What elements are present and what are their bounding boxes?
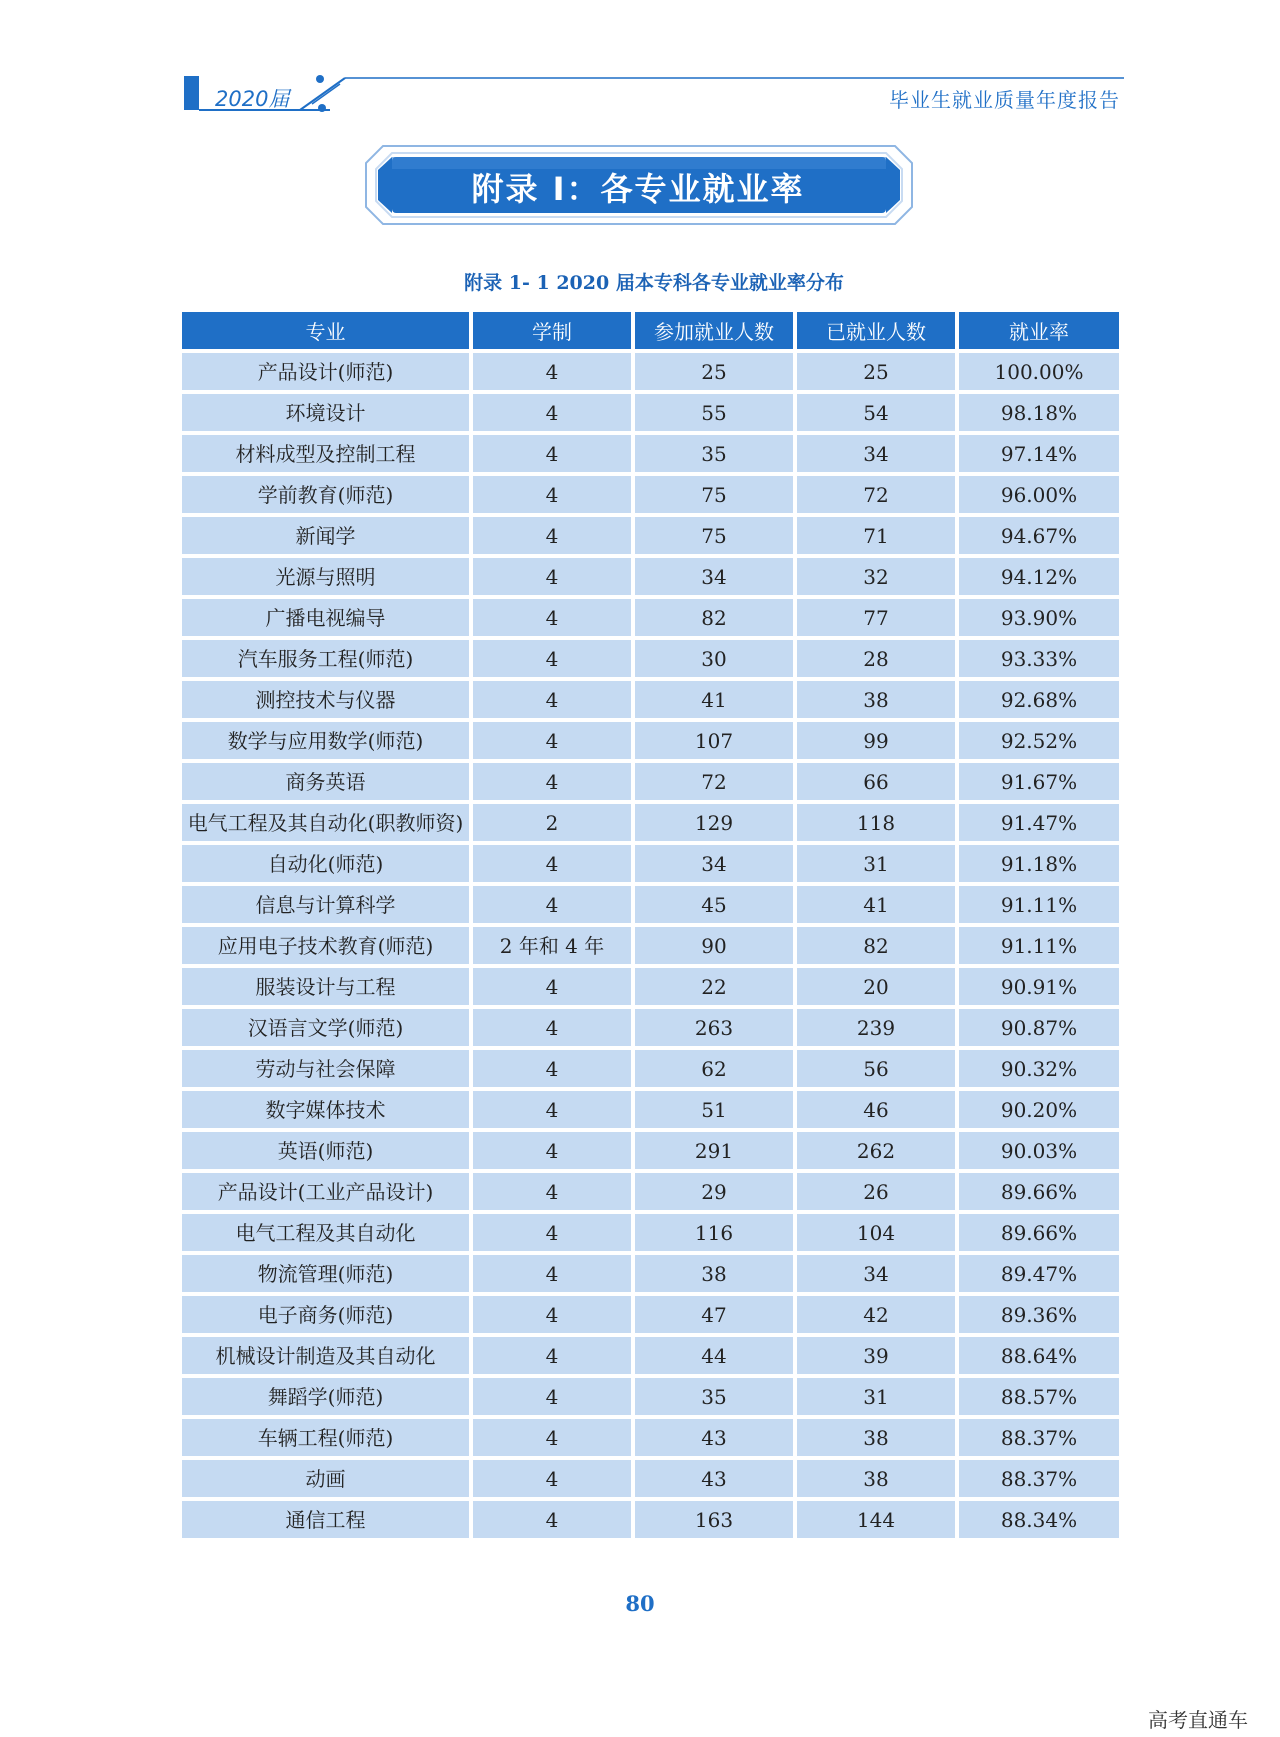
cell-rate: 90.87% [959, 1009, 1119, 1046]
cell-major: 数学与应用数学(师范) [182, 722, 469, 759]
cell-employed: 82 [797, 927, 955, 964]
cell-major: 汽车服务工程(师范) [182, 640, 469, 677]
cell-duration: 4 [473, 517, 631, 554]
table-row [182, 927, 1119, 964]
cell-employed: 38 [797, 1419, 955, 1456]
cell-employed: 72 [797, 476, 955, 513]
cell-major: 自动化(师范) [182, 845, 469, 882]
cell-participants: 43 [635, 1419, 793, 1456]
cell-duration: 4 [473, 763, 631, 800]
cell-major: 产品设计(师范) [182, 353, 469, 390]
cell-duration: 4 [473, 1132, 631, 1169]
header-employed: 已就业人数 [797, 312, 955, 349]
page-number: 80 [625, 1591, 655, 1616]
table-row [182, 1255, 1119, 1292]
cell-participants: 75 [635, 476, 793, 513]
table-row [182, 1009, 1119, 1046]
employment-rate-table [178, 308, 1123, 1542]
cell-duration: 4 [473, 476, 631, 513]
cell-employed: 25 [797, 353, 955, 390]
cell-duration: 4 [473, 1173, 631, 1210]
cell-rate: 93.33% [959, 640, 1119, 677]
table-caption: 附录 1- 1 2020 届本专科各专业就业率分布 [464, 272, 844, 294]
cell-duration: 4 [473, 1296, 631, 1333]
cell-rate: 94.12% [959, 558, 1119, 595]
cell-participants: 45 [635, 886, 793, 923]
cell-participants: 30 [635, 640, 793, 677]
cell-duration: 4 [473, 681, 631, 718]
cell-rate: 90.20% [959, 1091, 1119, 1128]
header-participants: 参加就业人数 [635, 312, 793, 349]
cell-major: 光源与照明 [182, 558, 469, 595]
cell-employed: 39 [797, 1337, 955, 1374]
table-row [182, 845, 1119, 882]
cell-employed: 71 [797, 517, 955, 554]
watermark-text: 高考直通车 [1148, 1708, 1248, 1732]
cell-major: 产品设计(工业产品设计) [182, 1173, 469, 1210]
cell-participants: 38 [635, 1255, 793, 1292]
cell-employed: 54 [797, 394, 955, 431]
cell-major: 商务英语 [182, 763, 469, 800]
header-year-label: 2020届 [215, 87, 290, 111]
cell-employed: 144 [797, 1501, 955, 1538]
cell-employed: 41 [797, 886, 955, 923]
cell-duration: 4 [473, 1460, 631, 1497]
cell-participants: 22 [635, 968, 793, 1005]
cell-duration: 4 [473, 640, 631, 677]
table-row [182, 1501, 1119, 1538]
cell-employed: 46 [797, 1091, 955, 1128]
cell-participants: 35 [635, 1378, 793, 1415]
cell-rate: 89.66% [959, 1214, 1119, 1251]
cell-duration: 4 [473, 722, 631, 759]
table-row [182, 1419, 1119, 1456]
cell-employed: 262 [797, 1132, 955, 1169]
cell-participants: 129 [635, 804, 793, 841]
table-row [182, 599, 1119, 636]
cell-employed: 42 [797, 1296, 955, 1333]
table-row [182, 558, 1119, 595]
cell-rate: 91.11% [959, 886, 1119, 923]
cell-participants: 107 [635, 722, 793, 759]
cell-rate: 89.36% [959, 1296, 1119, 1333]
cell-rate: 91.47% [959, 804, 1119, 841]
cell-duration: 4 [473, 1050, 631, 1087]
cell-major: 服装设计与工程 [182, 968, 469, 1005]
cell-participants: 263 [635, 1009, 793, 1046]
cell-participants: 34 [635, 558, 793, 595]
table-row [182, 353, 1119, 390]
cell-employed: 118 [797, 804, 955, 841]
cell-rate: 94.67% [959, 517, 1119, 554]
table-row [182, 804, 1119, 841]
cell-participants: 75 [635, 517, 793, 554]
table-row [182, 1460, 1119, 1497]
cell-employed: 38 [797, 1460, 955, 1497]
table-row [182, 1132, 1119, 1169]
cell-employed: 26 [797, 1173, 955, 1210]
cell-participants: 82 [635, 599, 793, 636]
cell-major: 机械设计制造及其自动化 [182, 1337, 469, 1374]
table-row [182, 435, 1119, 472]
cell-employed: 28 [797, 640, 955, 677]
cell-rate: 90.03% [959, 1132, 1119, 1169]
header-rate: 就业率 [959, 312, 1119, 349]
cell-major: 测控技术与仪器 [182, 681, 469, 718]
cell-employed: 34 [797, 435, 955, 472]
cell-major: 舞蹈学(师范) [182, 1378, 469, 1415]
cell-rate: 92.68% [959, 681, 1119, 718]
cell-participants: 51 [635, 1091, 793, 1128]
cell-rate: 97.14% [959, 435, 1119, 472]
cell-duration: 4 [473, 599, 631, 636]
cell-major: 动画 [182, 1460, 469, 1497]
cell-rate: 88.34% [959, 1501, 1119, 1538]
cell-rate: 88.37% [959, 1460, 1119, 1497]
cell-rate: 98.18% [959, 394, 1119, 431]
cell-participants: 116 [635, 1214, 793, 1251]
cell-employed: 239 [797, 1009, 955, 1046]
cell-major: 汉语言文学(师范) [182, 1009, 469, 1046]
cell-participants: 72 [635, 763, 793, 800]
cell-participants: 34 [635, 845, 793, 882]
cell-rate: 88.57% [959, 1378, 1119, 1415]
cell-duration: 4 [473, 1337, 631, 1374]
cell-participants: 35 [635, 435, 793, 472]
cell-major: 电气工程及其自动化 [182, 1214, 469, 1251]
cell-duration: 2 年和 4 年 [473, 927, 631, 964]
cell-major: 电子商务(师范) [182, 1296, 469, 1333]
cell-rate: 89.66% [959, 1173, 1119, 1210]
cell-participants: 55 [635, 394, 793, 431]
cell-major: 材料成型及控制工程 [182, 435, 469, 472]
cell-employed: 20 [797, 968, 955, 1005]
cell-duration: 4 [473, 968, 631, 1005]
header-report-title: 毕业生就业质量年度报告 [889, 88, 1120, 112]
cell-major: 学前教育(师范) [182, 476, 469, 513]
cell-duration: 4 [473, 1419, 631, 1456]
cell-rate: 91.18% [959, 845, 1119, 882]
table-row [182, 1337, 1119, 1374]
cell-major: 新闻学 [182, 517, 469, 554]
table-header-row [182, 312, 1119, 349]
cell-rate: 88.37% [959, 1419, 1119, 1456]
table-row [182, 1050, 1119, 1087]
table-row [182, 517, 1119, 554]
table-row [182, 968, 1119, 1005]
cell-duration: 4 [473, 1009, 631, 1046]
cell-major: 物流管理(师范) [182, 1255, 469, 1292]
cell-employed: 34 [797, 1255, 955, 1292]
cell-participants: 29 [635, 1173, 793, 1210]
cell-participants: 44 [635, 1337, 793, 1374]
cell-duration: 4 [473, 1255, 631, 1292]
cell-major: 信息与计算科学 [182, 886, 469, 923]
cell-major: 数字媒体技术 [182, 1091, 469, 1128]
cell-major: 劳动与社会保障 [182, 1050, 469, 1087]
cell-participants: 62 [635, 1050, 793, 1087]
cell-rate: 100.00% [959, 353, 1119, 390]
table-row [182, 886, 1119, 923]
cell-employed: 38 [797, 681, 955, 718]
appendix-title: 附录 I：各专业就业率 [471, 170, 805, 208]
cell-major: 电气工程及其自动化(职教师资) [182, 804, 469, 841]
table-row [182, 1091, 1119, 1128]
cell-employed: 104 [797, 1214, 955, 1251]
cell-employed: 56 [797, 1050, 955, 1087]
cell-duration: 4 [473, 394, 631, 431]
cell-rate: 96.00% [959, 476, 1119, 513]
table-row [182, 1378, 1119, 1415]
table-row [182, 681, 1119, 718]
cell-rate: 90.32% [959, 1050, 1119, 1087]
cell-rate: 93.90% [959, 599, 1119, 636]
cell-participants: 90 [635, 927, 793, 964]
cell-employed: 31 [797, 1378, 955, 1415]
table-row [182, 722, 1119, 759]
cell-duration: 4 [473, 1214, 631, 1251]
cell-major: 广播电视编导 [182, 599, 469, 636]
cell-employed: 32 [797, 558, 955, 595]
cell-major: 通信工程 [182, 1501, 469, 1538]
table-row [182, 640, 1119, 677]
table-body [182, 353, 1119, 1538]
cell-rate: 90.91% [959, 968, 1119, 1005]
cell-employed: 31 [797, 845, 955, 882]
table-row [182, 394, 1119, 431]
cell-duration: 4 [473, 1501, 631, 1538]
cell-duration: 4 [473, 558, 631, 595]
cell-employed: 66 [797, 763, 955, 800]
cell-major: 车辆工程(师范) [182, 1419, 469, 1456]
cell-rate: 88.64% [959, 1337, 1119, 1374]
table-row [182, 763, 1119, 800]
cell-major: 应用电子技术教育(师范) [182, 927, 469, 964]
header-duration: 学制 [473, 312, 631, 349]
table-row [182, 1173, 1119, 1210]
cell-rate: 92.52% [959, 722, 1119, 759]
cell-duration: 4 [473, 886, 631, 923]
cell-participants: 291 [635, 1132, 793, 1169]
cell-rate: 89.47% [959, 1255, 1119, 1292]
cell-major: 英语(师范) [182, 1132, 469, 1169]
cell-duration: 4 [473, 353, 631, 390]
table-row [182, 1214, 1119, 1251]
cell-employed: 77 [797, 599, 955, 636]
cell-duration: 4 [473, 1091, 631, 1128]
cell-participants: 41 [635, 681, 793, 718]
cell-employed: 99 [797, 722, 955, 759]
cell-major: 环境设计 [182, 394, 469, 431]
cell-duration: 4 [473, 435, 631, 472]
cell-rate: 91.11% [959, 927, 1119, 964]
cell-participants: 25 [635, 353, 793, 390]
table-row [182, 1296, 1119, 1333]
cell-participants: 47 [635, 1296, 793, 1333]
cell-participants: 163 [635, 1501, 793, 1538]
cell-rate: 91.67% [959, 763, 1119, 800]
header-major: 专业 [182, 312, 469, 349]
cell-duration: 2 [473, 804, 631, 841]
cell-duration: 4 [473, 845, 631, 882]
table-row [182, 476, 1119, 513]
cell-participants: 43 [635, 1460, 793, 1497]
cell-duration: 4 [473, 1378, 631, 1415]
